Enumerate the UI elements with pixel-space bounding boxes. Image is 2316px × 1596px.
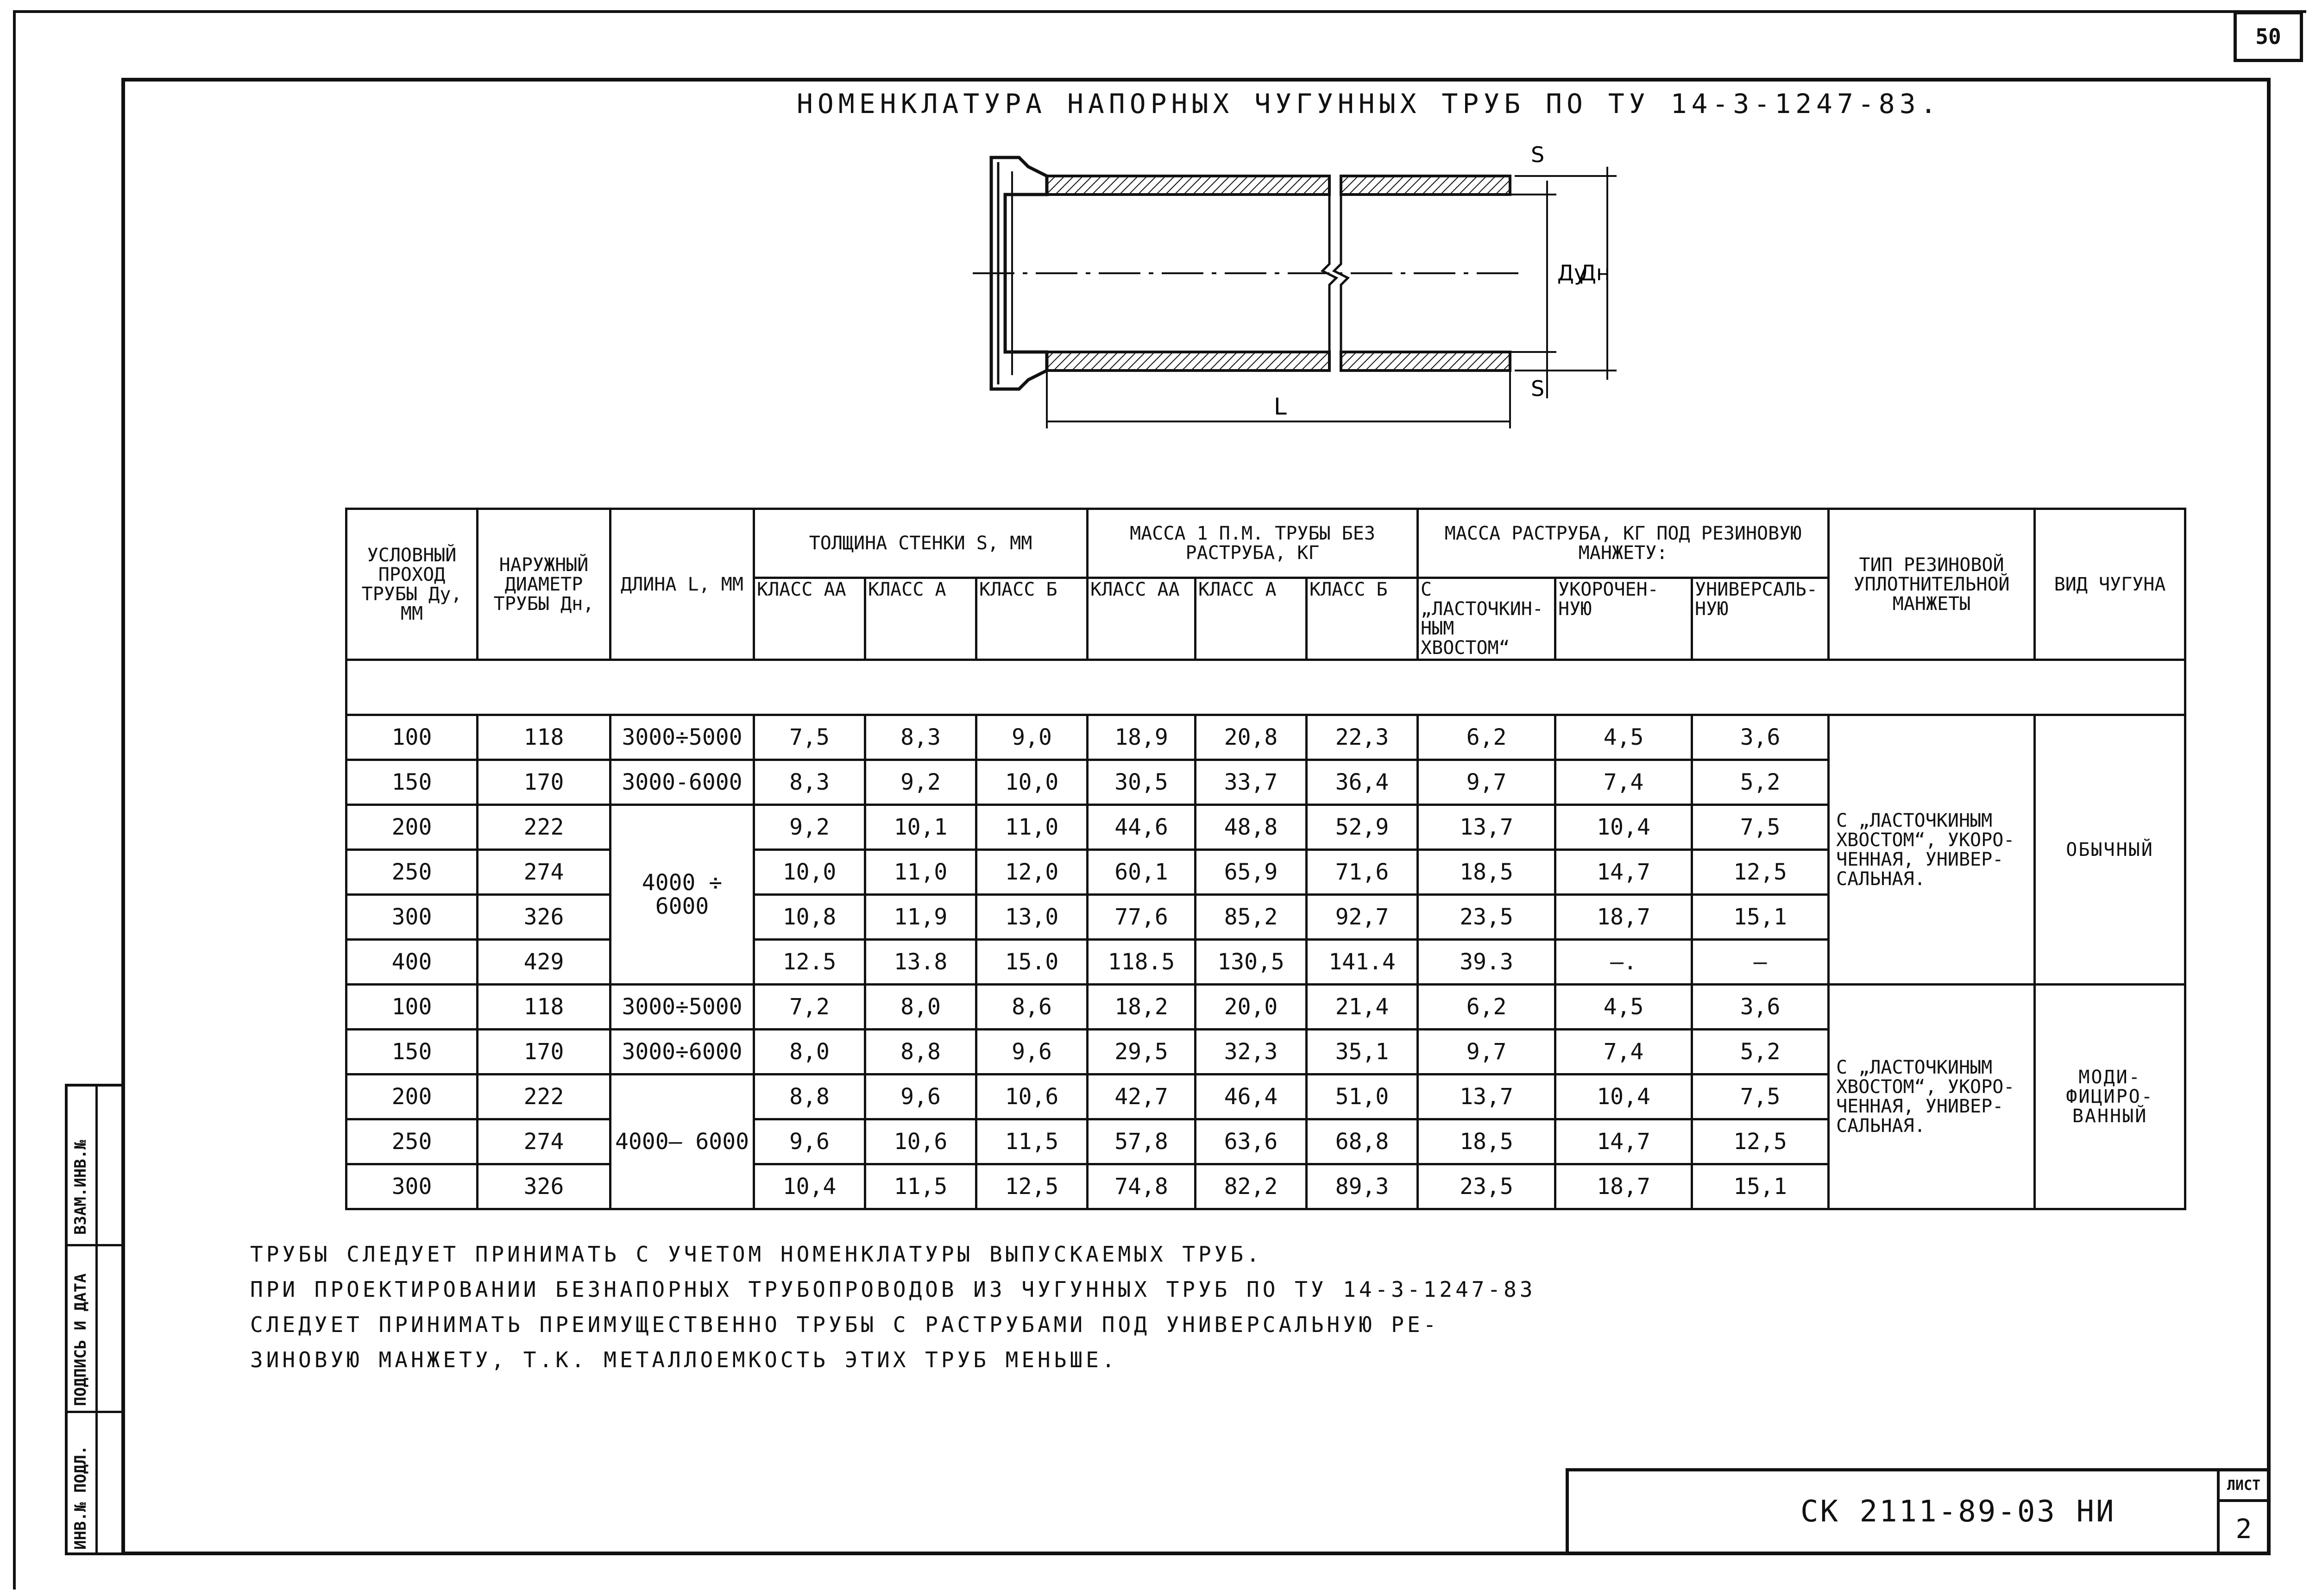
cell-mass-a: 46,4 — [1196, 1074, 1307, 1119]
cell-dy: 250 — [346, 850, 478, 895]
cell-dn: 326 — [478, 1164, 610, 1209]
cell-dn: 118 — [478, 715, 610, 760]
cell-dn: 222 — [478, 805, 610, 850]
cell-socket-universal: 5,2 — [1692, 760, 1829, 805]
document-code: СК 2111-89-03 НИ — [1800, 1495, 2116, 1529]
cell-dn: 170 — [478, 1030, 610, 1074]
cell-thk-aa: 9,2 — [754, 805, 865, 850]
cell-mass-a: 33,7 — [1196, 760, 1307, 805]
cell-thk-b: 12,5 — [976, 1164, 1088, 1209]
cell-mass-aa: 57,8 — [1088, 1119, 1196, 1164]
cell-thk-b: 10,6 — [976, 1074, 1088, 1119]
cell-thk-aa: 8,3 — [754, 760, 865, 805]
cell-mass-aa: 77,6 — [1088, 895, 1196, 940]
cell-thk-b: 9,0 — [976, 715, 1088, 760]
cell-mass-b: 21,4 — [1307, 985, 1418, 1030]
cell-thk-a: 8,3 — [865, 715, 976, 760]
side-inv-orig: ИНВ.№ ПОДЛ. — [71, 1445, 90, 1550]
cell-thk-b: 15.0 — [976, 940, 1088, 985]
cell-thk-a: 8,0 — [865, 985, 976, 1030]
cell-mass-a: 32,3 — [1196, 1030, 1307, 1074]
header-mass-pm: МАССА 1 П.М. ТРУБЫ БЕЗ РАСТРУБА, КГ — [1088, 509, 1418, 578]
cell-thk-aa: 10,8 — [754, 895, 865, 940]
cell-socket-shortened: 18,7 — [1555, 895, 1692, 940]
label-dy: Ду — [1557, 260, 1587, 285]
cell-thk-b: 10,0 — [976, 760, 1088, 805]
cell-socket-swallowtail: 23,5 — [1418, 895, 1555, 940]
cell-dy: 150 — [346, 1030, 478, 1074]
header-iron-type: ВИД ЧУГУНА — [2035, 509, 2185, 660]
cell-socket-universal: 5,2 — [1692, 1030, 1829, 1074]
header-thk-class-a: КЛАСС А — [865, 578, 976, 660]
note-line: ТРУБЫ СЛЕДУЕТ ПРИНИМАТЬ С УЧЕТОМ НОМЕНКЛАТУРЫ ВЫПУСКАЕМЫХ ТРУБ. — [250, 1242, 1263, 1267]
header-thk-class-aa: КЛАСС АА — [754, 578, 865, 660]
cell-dn: 222 — [478, 1074, 610, 1119]
cell-dy: 250 — [346, 1119, 478, 1164]
cell-socket-shortened: —. — [1555, 940, 1692, 985]
cell-socket-shortened: 4,5 — [1555, 985, 1692, 1030]
cell-mass-b: 92,7 — [1307, 895, 1418, 940]
pipe-wall-bottom-left — [1047, 352, 1329, 371]
cuff-note-modified: С „ЛАСТОЧКИНЫМ ХВОСТОМ“, УКОРО- ЧЕННАЯ, УНИВЕР- САЛЬНАЯ. — [1829, 985, 2035, 1209]
cell-socket-universal: 15,1 — [1692, 895, 1829, 940]
cell-mass-b: 141.4 — [1307, 940, 1418, 985]
cell-mass-aa: 18,2 — [1088, 985, 1196, 1030]
table-row — [346, 985, 2185, 1030]
cell-socket-swallowtail: 6,2 — [1418, 715, 1555, 760]
cell-dn: 170 — [478, 760, 610, 805]
page-number: 50 — [2234, 11, 2303, 62]
cell-socket-shortened: 7,4 — [1555, 760, 1692, 805]
cell-thk-b: 8,6 — [976, 985, 1088, 1030]
cell-thk-b: 13,0 — [976, 895, 1088, 940]
pipe-wall-top-right — [1341, 176, 1510, 195]
cell-socket-universal: 3,6 — [1692, 985, 1829, 1030]
sheet-cell — [2217, 1471, 2271, 1555]
cell-mass-a: 48,8 — [1196, 805, 1307, 850]
cell-mass-a: 85,2 — [1196, 895, 1307, 940]
cell-thk-aa: 8,8 — [754, 1074, 865, 1119]
cell-socket-shortened: 10,4 — [1555, 805, 1692, 850]
header-shortened: УКОРОЧЕН- НУЮ — [1555, 578, 1692, 660]
cell-thk-a: 11,9 — [865, 895, 976, 940]
cell-dn: 429 — [478, 940, 610, 985]
cell-socket-swallowtail: 18,5 — [1418, 850, 1555, 895]
header-thickness: ТОЛЩИНА СТЕНКИ S, ММ — [754, 509, 1088, 578]
cell-length: 3000÷6000 — [610, 1030, 754, 1074]
sheet-number: 2 — [2235, 1513, 2252, 1545]
cell-socket-swallowtail: 13,7 — [1418, 1074, 1555, 1119]
cell-socket-universal: — — [1692, 940, 1829, 985]
cell-dn: 118 — [478, 985, 610, 1030]
cell-thk-a: 10,6 — [865, 1119, 976, 1164]
cell-thk-a: 9,2 — [865, 760, 976, 805]
cell-mass-aa: 74,8 — [1088, 1164, 1196, 1209]
header-cuff-type: ТИП РЕЗИНОВОЙ УПЛОТНИТЕЛЬНОЙ МАНЖЕТЫ — [1829, 509, 2035, 660]
cell-thk-a: 10,1 — [865, 805, 976, 850]
label-dn: Дн — [1580, 260, 1611, 285]
cell-socket-swallowtail: 9,7 — [1418, 760, 1555, 805]
header-thk-class-b: КЛАСС Б — [976, 578, 1088, 660]
cell-thk-b: 11,0 — [976, 805, 1088, 850]
cell-mass-b: 51,0 — [1307, 1074, 1418, 1119]
notes-block — [250, 1237, 1536, 1377]
cell-socket-universal: 12,5 — [1692, 1119, 1829, 1164]
cell-dn: 326 — [478, 895, 610, 940]
iron-type-modified: МОДИ- ФИЦИРО- ВАННЫЙ — [2035, 985, 2185, 1209]
cell-dy: 200 — [346, 1074, 478, 1119]
cell-socket-shortened: 14,7 — [1555, 850, 1692, 895]
cell-mass-aa: 44,6 — [1088, 805, 1196, 850]
cell-mass-b: 68,8 — [1307, 1119, 1418, 1164]
label-l: L — [1274, 393, 1287, 420]
cell-socket-swallowtail: 6,2 — [1418, 985, 1555, 1030]
cell-length: 3000-6000 — [610, 760, 754, 805]
cell-socket-swallowtail: 13,7 — [1418, 805, 1555, 850]
cell-thk-a: 11,5 — [865, 1164, 976, 1209]
cell-socket-universal: 3,6 — [1692, 715, 1829, 760]
iron-type-ordinary: ОБЫЧНЫЙ — [2035, 715, 2185, 985]
side-inv-repl: ВЗАМ.ИНВ.№ — [71, 1140, 90, 1235]
note-line: ПРИ ПРОЕКТИРОВАНИИ БЕЗНАПОРНЫХ ТРУБОПРОВОДОВ ИЗ ЧУГУННЫХ ТРУБ ПО ТУ 14-3-1247-83 — [250, 1277, 1536, 1302]
cell-dy: 400 — [346, 940, 478, 985]
cell-socket-swallowtail: 23,5 — [1418, 1164, 1555, 1209]
cell-mass-aa: 60,1 — [1088, 850, 1196, 895]
cell-mass-b: 35,1 — [1307, 1030, 1418, 1074]
cell-thk-b: 12,0 — [976, 850, 1088, 895]
side-sign-date: ПОДПИСЬ И ДАТА — [71, 1273, 90, 1406]
cell-mass-aa: 30,5 — [1088, 760, 1196, 805]
cell-socket-shortened: 4,5 — [1555, 715, 1692, 760]
pipe-drawing — [973, 139, 1621, 435]
cell-thk-aa: 7,2 — [754, 985, 865, 1030]
cell-dy: 100 — [346, 715, 478, 760]
page-title: НОМЕНКЛАТУРА НАПОРНЫХ ЧУГУННЫХ ТРУБ ПО ТУ 14-3-1247-83. — [797, 88, 1941, 119]
header-row-top — [346, 509, 2185, 578]
cell-mass-b: 71,6 — [1307, 850, 1418, 895]
header-length: ДЛИНА L, ММ — [610, 509, 754, 660]
side-approval-strip — [65, 1084, 125, 1555]
cell-mass-a: 20,8 — [1196, 715, 1307, 760]
cell-socket-universal: 7,5 — [1692, 1074, 1829, 1119]
header-mass-class-aa: КЛАСС АА — [1088, 578, 1196, 660]
header-mass-class-a: КЛАСС А — [1196, 578, 1307, 660]
cell-socket-swallowtail: 39.3 — [1418, 940, 1555, 985]
cell-dy: 300 — [346, 895, 478, 940]
header-dy: УСЛОВНЫЙ ПРОХОД ТРУБЫ Ду, ММ — [346, 509, 478, 660]
cell-length-group: 4000 ÷ 6000 — [610, 805, 754, 985]
cell-length: 3000÷5000 — [610, 715, 754, 760]
pipe-nomenclature-table — [345, 508, 2186, 1210]
cell-mass-a: 65,9 — [1196, 850, 1307, 895]
cell-length: 3000÷5000 — [610, 985, 754, 1030]
cell-mass-a: 20,0 — [1196, 985, 1307, 1030]
title-block — [1566, 1468, 2271, 1555]
header-universal: УНИВЕРСАЛЬ- НУЮ — [1692, 578, 1829, 660]
cell-dn: 274 — [478, 1119, 610, 1164]
pipe-wall-bottom-right — [1341, 352, 1510, 371]
cell-dn: 274 — [478, 850, 610, 895]
cell-thk-aa: 7,5 — [754, 715, 865, 760]
cell-socket-shortened: 18,7 — [1555, 1164, 1692, 1209]
cell-mass-a: 130,5 — [1196, 940, 1307, 985]
cell-socket-swallowtail: 9,7 — [1418, 1030, 1555, 1074]
header-swallowtail: С „ЛАСТОЧКИН- НЫМ ХВОСТОМ“ — [1418, 578, 1555, 660]
header-dn: НАРУЖНЫЙ ДИАМЕТР ТРУБЫ Дн, — [478, 509, 610, 660]
label-s-bottom: S — [1531, 376, 1545, 401]
cell-socket-universal: 15,1 — [1692, 1164, 1829, 1209]
cell-thk-b: 11,5 — [976, 1119, 1088, 1164]
note-line: ЗИНОВУЮ МАНЖЕТУ, Т.К. МЕТАЛЛОЕМКОСТЬ ЭТИХ ТРУБ МЕНЬШЕ. — [250, 1347, 1118, 1372]
cell-mass-b: 89,3 — [1307, 1164, 1418, 1209]
cell-mass-b: 52,9 — [1307, 805, 1418, 850]
cell-thk-aa: 12.5 — [754, 940, 865, 985]
note-line: СЛЕДУЕТ ПРИНИМАТЬ ПРЕИМУЩЕСТВЕННО ТРУБЫ С РАСТРУБАМИ ПОД УНИВЕРСАЛЬНУЮ РЕ- — [250, 1312, 1440, 1337]
cell-thk-aa: 10,4 — [754, 1164, 865, 1209]
cell-mass-aa: 42,7 — [1088, 1074, 1196, 1119]
cell-socket-shortened: 14,7 — [1555, 1119, 1692, 1164]
cell-dy: 300 — [346, 1164, 478, 1209]
cell-socket-shortened: 7,4 — [1555, 1030, 1692, 1074]
cell-length-group: 4000— 6000 — [610, 1074, 754, 1209]
cuff-note-ordinary: С „ЛАСТОЧКИНЫМ ХВОСТОМ“, УКОРО- ЧЕННАЯ, УНИВЕР- САЛЬНАЯ. — [1829, 715, 2035, 985]
cell-thk-aa: 9,6 — [754, 1119, 865, 1164]
cell-mass-a: 63,6 — [1196, 1119, 1307, 1164]
cell-mass-a: 82,2 — [1196, 1164, 1307, 1209]
cell-thk-aa: 10,0 — [754, 850, 865, 895]
cell-socket-universal: 7,5 — [1692, 805, 1829, 850]
header-mass-socket: МАССА РАСТРУБА, КГ ПОД РЕЗИНОВУЮ МАНЖЕТУ: — [1418, 509, 1829, 578]
label-s-top: S — [1531, 142, 1545, 167]
cell-thk-a: 13.8 — [865, 940, 976, 985]
cell-dy: 150 — [346, 760, 478, 805]
pipe-wall-top-left — [1047, 176, 1329, 195]
cell-thk-a: 8,8 — [865, 1030, 976, 1074]
cell-socket-swallowtail: 18,5 — [1418, 1119, 1555, 1164]
cell-mass-b: 22,3 — [1307, 715, 1418, 760]
cell-thk-b: 9,6 — [976, 1030, 1088, 1074]
cell-mass-aa: 118.5 — [1088, 940, 1196, 985]
cell-socket-universal: 12,5 — [1692, 850, 1829, 895]
cell-dy: 100 — [346, 985, 478, 1030]
cell-thk-a: 11,0 — [865, 850, 976, 895]
cell-thk-a: 9,6 — [865, 1074, 976, 1119]
cell-socket-shortened: 10,4 — [1555, 1074, 1692, 1119]
spacer-row — [346, 660, 2185, 715]
cell-thk-aa: 8,0 — [754, 1030, 865, 1074]
sheet-label: ЛИСТ — [2220, 1471, 2268, 1502]
header-mass-class-b: КЛАСС Б — [1307, 578, 1418, 660]
table-row — [346, 715, 2185, 760]
cell-mass-aa: 29,5 — [1088, 1030, 1196, 1074]
cell-dy: 200 — [346, 805, 478, 850]
cell-mass-b: 36,4 — [1307, 760, 1418, 805]
cell-mass-aa: 18,9 — [1088, 715, 1196, 760]
